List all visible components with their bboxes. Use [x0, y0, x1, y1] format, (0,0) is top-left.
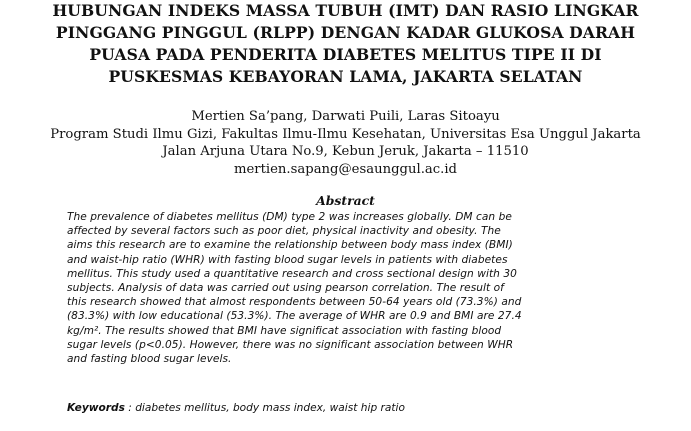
abstract-line: kg/m². The results showed that BMI have significat association with fasting blood	[67, 324, 502, 337]
authors: Mertien Sa’pang, Darwati Puili, Laras Sitoayu	[191, 109, 500, 124]
title-line: HUBUNGAN INDEKS MASSA TUBUH (IMT) DAN RASIO LINGKAR	[52, 1, 639, 20]
abstract-line: sugar levels (p<0.05). However, there was no significant association between WHR	[67, 338, 514, 351]
abstract-line: The prevalence of diabetes mellitus (DM) type 2 was increases globally. DM can be	[67, 211, 512, 223]
keywords-line	[67, 401, 405, 415]
keywords-label: Keywords	[67, 402, 125, 414]
keywords-text: : diabetes mellitus, body mass index, waist hip ratio	[124, 402, 405, 414]
abstract-line: affected by several factors such as poor diet, physical inactivity and obesity. The	[67, 225, 501, 238]
title-line: PUASA PADA PENDERITA DIABETES MELITUS TIPE II DI	[89, 45, 602, 64]
title-line: PUSKESMAS KEBAYORAN LAMA, JAKARTA SELATAN	[108, 67, 583, 86]
title-line: PINGGANG PINGGUL (RLPP) DENGAN KADAR GLUKOSA DARAH	[55, 23, 636, 42]
author-block	[0, 108, 691, 178]
abstract-line: and fasting blood sugar levels.	[67, 353, 232, 366]
abstract-line: and waist-hip ratio (WHR) with fasting blood sugar levels in patients with diabetes	[67, 253, 508, 266]
abstract-line: this research showed that almost respondents between 50-64 years old (73.3%) and	[67, 296, 522, 309]
abstract-line: aims this research are to examine the relationship between body mass index (BMI)	[67, 239, 513, 252]
paper-title	[8, 0, 683, 88]
address: Jalan Arjuna Utara No.9, Kebun Jeruk, Jakarta – 11510	[162, 144, 529, 159]
abstract-heading: Abstract	[316, 193, 375, 208]
institution: Program Studi Ilmu Gizi, Fakultas Ilmu-Ilmu Kesehatan, Universitas Esa Unggul Jakarta	[50, 126, 641, 142]
email: mertien.sapang@esaunggul.ac.id	[234, 161, 457, 177]
abstract-line: mellitus. This study used a quantitative research and cross sectional design with 30	[67, 267, 517, 280]
abstract-line: subjects. Analysis of data was carried out using pearson correlation. The result of	[67, 282, 504, 295]
abstract-line: (83.3%) with low educational (53.3%). The average of WHR are 0.9 and BMI are 27.4	[67, 310, 522, 323]
abstract-body	[67, 210, 615, 366]
